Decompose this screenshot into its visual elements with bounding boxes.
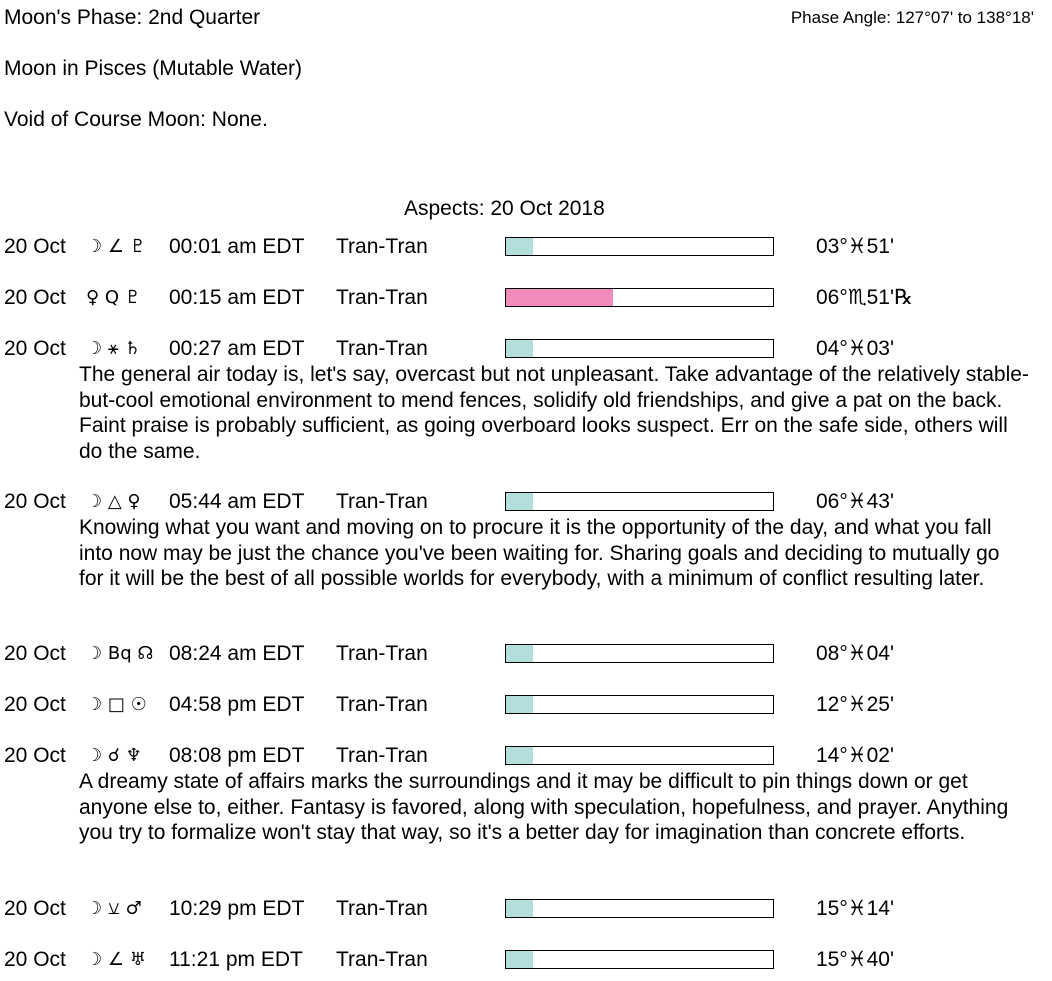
aspect-date: 20 Oct [4, 337, 66, 360]
aspect-time: 00:15 am EDT [169, 286, 305, 309]
aspect-position: 04°♓03' [816, 337, 894, 360]
aspect-position: 06°♓43' [816, 490, 894, 513]
aspect-time: 10:29 pm EDT [169, 897, 305, 920]
aspect-glyphs: ☽ Bq ☊ [86, 643, 154, 664]
aspect-time: 00:01 am EDT [169, 235, 305, 258]
strength-bar [505, 492, 774, 511]
void-of-course: Void of Course Moon: None. [4, 108, 268, 131]
aspects-title: Aspects: 20 Oct 2018 [404, 197, 605, 220]
aspect-type: Tran-Tran [336, 235, 428, 258]
aspect-time: 11:21 pm EDT [169, 948, 303, 971]
aspect-date: 20 Oct [4, 490, 66, 513]
aspect-time: 00:27 am EDT [169, 337, 305, 360]
strength-bar-fill [506, 340, 533, 357]
aspect-time: 08:08 pm EDT [169, 744, 305, 767]
strength-bar-fill [506, 238, 533, 255]
strength-bar [505, 288, 774, 307]
aspect-interpretation: A dreamy state of affairs marks the surroundings and it may be difficult to pin things down or get anyone else to, either. Fantasy is favored, along with speculation, hopefulness, and prayer. Anything you try to formalize won't stay that way, so it's a better day for imagination than concrete efforts. [79, 770, 1009, 844]
aspect-type: Tran-Tran [336, 744, 428, 767]
aspect-interpretation: Knowing what you want and moving on to procure it is the opportunity of the day, and what you fall into now may be just the chance you've been waiting for. Sharing goals and deciding to mutually go for it will be the best of all possible worlds for everybody, with a minimum of conflict resulting later. [79, 516, 1000, 590]
strength-bar [505, 237, 774, 256]
aspect-date: 20 Oct [4, 235, 66, 258]
aspect-glyphs: ☽ ⚹ ♄ [86, 338, 141, 359]
aspect-position: 12°♓25' [816, 693, 894, 716]
aspect-date: 20 Oct [4, 897, 66, 920]
aspect-interpretation: The general air today is, let's say, overcast but not unpleasant. Take advantage of the relatively stable-but-cool emotional environment to mend fences, solidify old friendships, and give a pat on the back. Faint praise is probably sufficient, as going overboard looks suspect. Err on the safe side, others will do the same. [79, 363, 1029, 463]
strength-bar-fill [506, 645, 533, 662]
aspect-position: 15°♓14' [816, 897, 894, 920]
strength-bar-fill [506, 493, 533, 510]
aspect-time: 08:24 am EDT [169, 642, 305, 665]
strength-bar-fill [506, 900, 533, 917]
aspect-glyphs: ☽ ☌ ♆ [86, 745, 142, 766]
aspect-date: 20 Oct [4, 948, 66, 971]
strength-bar [505, 950, 774, 969]
aspect-type: Tran-Tran [336, 490, 428, 513]
moon-phase: Moon's Phase: 2nd Quarter [4, 6, 261, 29]
aspect-type: Tran-Tran [336, 337, 428, 360]
strength-bar [505, 899, 774, 918]
aspect-type: Tran-Tran [336, 948, 428, 971]
strength-bar [505, 695, 774, 714]
strength-bar-fill [506, 951, 533, 968]
phase-angle: Phase Angle: 127°07' to 138°18' [790, 8, 1034, 27]
aspect-type: Tran-Tran [336, 897, 428, 920]
strength-bar-fill [506, 747, 533, 764]
aspect-glyphs: ☽ ∠ ♇ [86, 236, 146, 257]
aspect-glyphs: ☽ △ ♀ [86, 491, 141, 512]
aspect-glyphs: ☽ ∠ ♅ [86, 949, 146, 970]
aspect-position: 08°♓04' [816, 642, 894, 665]
strength-bar [505, 746, 774, 765]
strength-bar [505, 339, 774, 358]
aspect-date: 20 Oct [4, 744, 66, 767]
moon-sign: Moon in Pisces (Mutable Water) [4, 57, 302, 80]
strength-bar-fill [506, 696, 533, 713]
aspect-date: 20 Oct [4, 286, 66, 309]
aspect-glyphs: ☽ ⚺ ♂ [86, 898, 142, 919]
aspect-date: 20 Oct [4, 642, 66, 665]
aspect-time: 04:58 pm EDT [169, 693, 305, 716]
aspect-position: 15°♓40' [816, 948, 894, 971]
aspect-time: 05:44 am EDT [169, 490, 305, 513]
aspect-glyphs: ♀ Q ♇ [86, 287, 141, 308]
aspect-position: 03°♓51' [816, 235, 894, 258]
aspect-date: 20 Oct [4, 693, 66, 716]
aspect-type: Tran-Tran [336, 693, 428, 716]
aspect-type: Tran-Tran [336, 642, 428, 665]
aspect-position: 14°♓02' [816, 744, 894, 767]
aspect-position: 06°♏51'℞ [816, 286, 913, 309]
strength-bar-fill [506, 289, 613, 306]
aspect-glyphs: ☽ □ ☉ [86, 694, 147, 715]
strength-bar [505, 644, 774, 663]
aspect-type: Tran-Tran [336, 286, 428, 309]
